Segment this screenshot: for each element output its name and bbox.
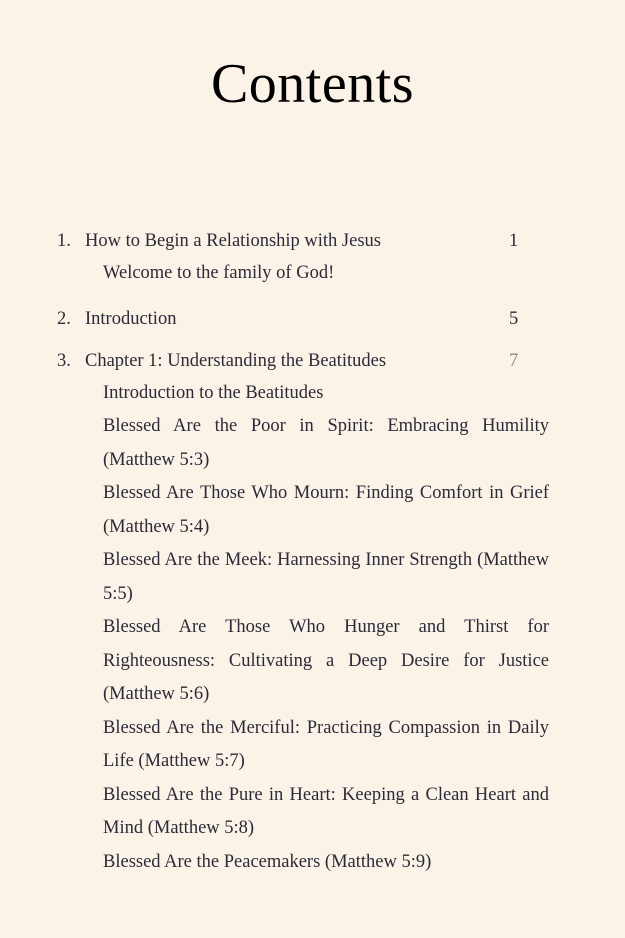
toc-subentry-list [103,257,549,291]
toc-entry[interactable] [57,305,549,333]
toc-subentry[interactable]: Introduction to the Beatitudes [103,382,324,403]
toc-entry[interactable] [57,227,549,291]
toc-subentry[interactable]: Blessed Are the Meek: Harnessing Inner Strength (Matthew 5:5) [103,550,549,604]
toc-entry[interactable] [57,347,549,880]
toc-subentry[interactable]: Blessed Are the Poor in Spirit: Embracing Humility (Matthew 5:3) [103,416,549,470]
toc-entry-title[interactable]: How to Begin a Relationship with Jesus [85,231,381,251]
toc-subentry[interactable]: Blessed Are the Peacemakers (Matthew 5:9) [103,851,432,872]
page-title: Contents [210,53,415,115]
toc-entry-number: 1. [57,231,71,251]
toc-entry-row[interactable] [57,305,549,333]
toc-entry-page-number: 1 [509,231,519,251]
table-of-contents-list [57,227,549,879]
toc-entry-number: 2. [57,308,71,329]
toc-entry-title[interactable]: Chapter 1: Understanding the Beatitudes [85,350,387,371]
toc-subentry[interactable]: Blessed Are Those Who Hunger and Thirst for Righteousness: Cultivating a Deep Desire for Justice (Matthew 5:6) [103,617,549,704]
toc-entry-row[interactable] [57,347,549,375]
toc-entry-title[interactable]: Introduction [85,308,177,329]
toc-entry-number: 3. [57,350,71,371]
toc-entry-page-number: 5 [509,308,519,329]
toc-subentry-list [103,377,549,880]
toc-subentry[interactable]: Blessed Are the Pure in Heart: Keeping a Clean Heart and Mind (Matthew 5:8) [103,784,549,838]
toc-subentry[interactable]: Blessed Are Those Who Mourn: Finding Comfort in Grief (Matthew 5:4) [103,483,549,537]
toc-subentry[interactable]: Welcome to the family of God! [103,263,335,283]
toc-subentry[interactable]: Blessed Are the Merciful: Practicing Compassion in Daily Life (Matthew 5:7) [103,717,549,771]
toc-entry-row[interactable] [57,227,549,255]
toc-entry-page-number: 7 [509,350,519,371]
